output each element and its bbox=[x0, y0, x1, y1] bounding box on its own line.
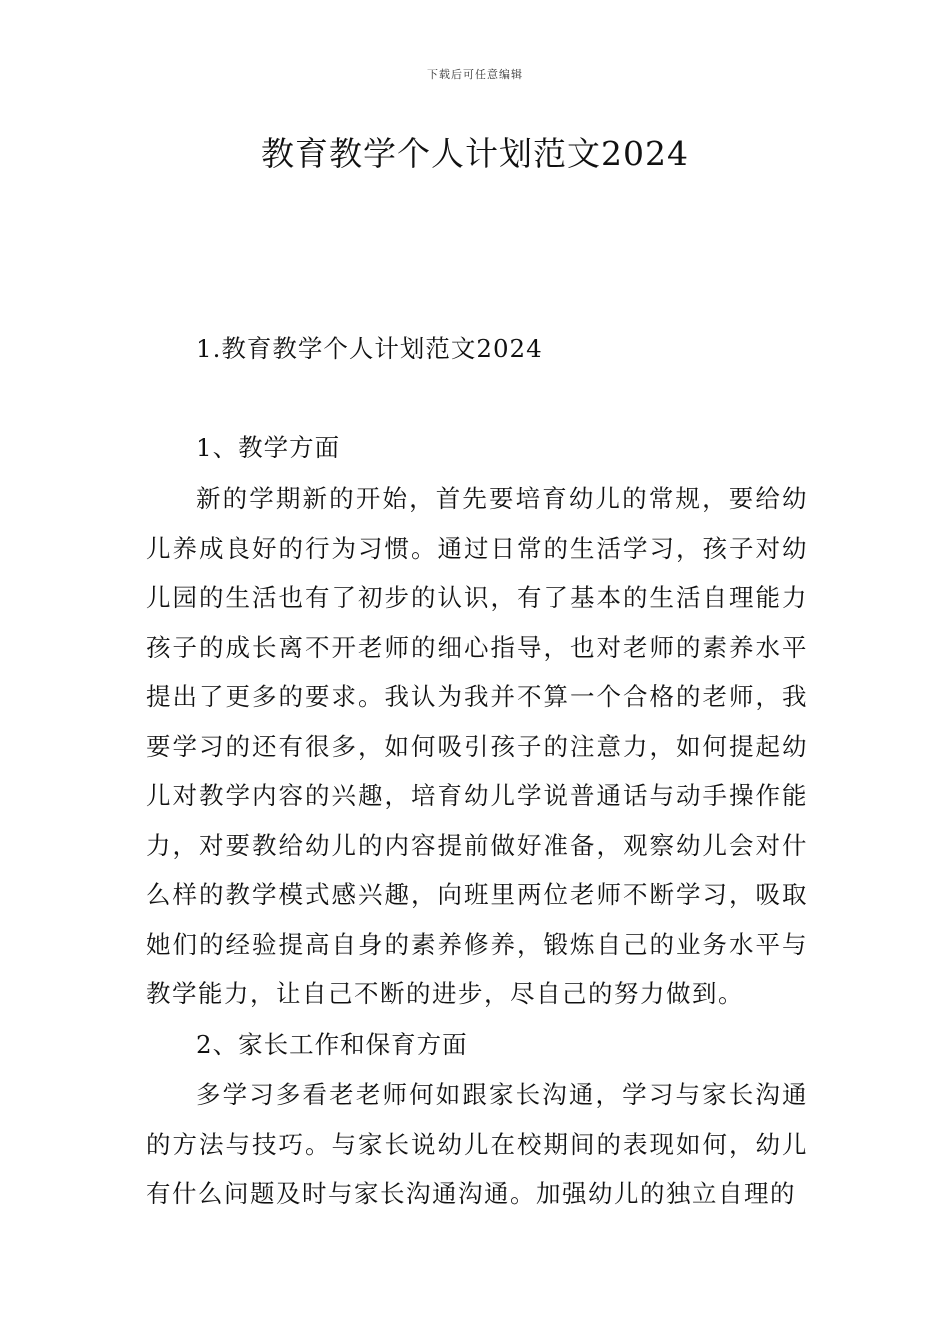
section-paragraph-teaching bbox=[146, 474, 808, 1019]
paragraph-parents-text: 多学习多看老老师何如跟家长沟通，学习与家长沟通的方法与技巧。与家长说幼儿在校期间的表现如何，幼儿有什么问题及时与家长沟通沟通。加强幼儿的独立自理的 bbox=[146, 1080, 808, 1208]
header-note: 下载后可任意编辑 bbox=[427, 68, 523, 81]
section-heading-teaching: 1、教学方面 bbox=[196, 433, 341, 462]
document-subtitle: 1.教育教学个人计划范文2024 bbox=[196, 334, 543, 363]
section-paragraph-parents bbox=[146, 1070, 808, 1219]
section-heading-parents: 2、家长工作和保育方面 bbox=[196, 1030, 468, 1059]
document-title: 教育教学个人计划范文2024 bbox=[261, 134, 689, 173]
paragraph-teaching-text: 新的学期新的开始，首先要培育幼儿的常规，要给幼儿养成良好的行为习惯。通过日常的生活学习，孩子对幼儿园的生活也有了初步的认识，有了基本的生活自理能力孩子的成长离不开老师的细心指导，也对老师的素养水平提出了更多的要求。我认为我并不算一个合格的老师，我要学习的还有很多，如何吸引孩子的注意力，如何提起幼儿对教学内容的兴趣，培育幼儿学说普通话与动手操作能力，对要教给幼儿的内容提前做好准备，观察幼儿会对什么样的教学模式感兴趣，向班里两位老师不断学习，吸取她们的经验提高自身的素养修养，锻炼自己的业务水平与教学能力，让自己不断的进步，尽自己的努力做到。 bbox=[146, 484, 808, 1008]
